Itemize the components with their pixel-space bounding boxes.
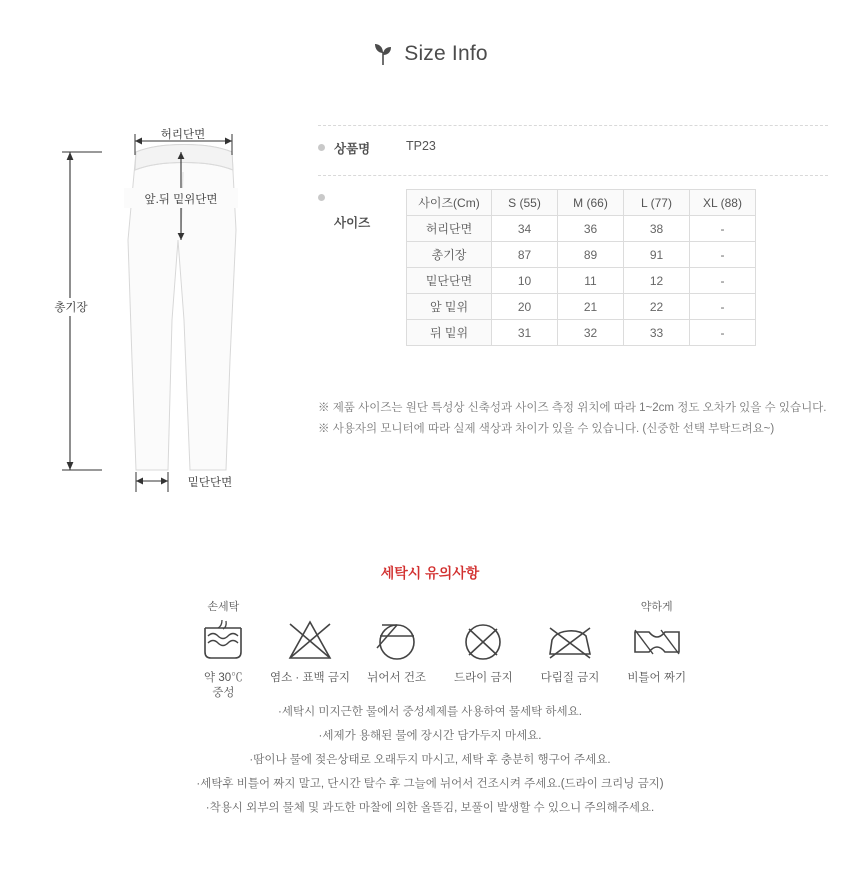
wash-item-gentle-wring bbox=[613, 600, 700, 701]
row-label: 총기장 bbox=[407, 242, 492, 268]
row-label: 뒤 밑위 bbox=[407, 320, 492, 346]
wash-care-line: ·착용시 외부의 물체 및 과도한 마찰에 의한 올뜯김, 보풀이 발생할 수 있으니 주의해주세요. bbox=[205, 802, 655, 814]
row-label: 앞 밑위 bbox=[407, 294, 492, 320]
product-name-label: 상품명 bbox=[334, 142, 371, 156]
table-row bbox=[407, 216, 756, 242]
cell: 11 bbox=[558, 268, 624, 294]
dry-flat-shade-top-note bbox=[353, 600, 440, 614]
cell: 38 bbox=[624, 216, 690, 242]
page-header bbox=[0, 42, 860, 71]
no-bleach-top-note bbox=[267, 600, 354, 614]
cell: 21 bbox=[558, 294, 624, 320]
size-diagram bbox=[40, 110, 330, 510]
wash-item-no-bleach bbox=[267, 600, 354, 701]
wash-care-line: ·세탁시 미지근한 물에서 중성세제를 사용하여 물세탁 하세요. bbox=[278, 706, 582, 718]
table-row bbox=[407, 320, 756, 346]
wash-care-instructions bbox=[0, 700, 860, 820]
hand-wash-top-note: 손세탁 bbox=[207, 601, 240, 613]
info-row-product-name bbox=[318, 125, 828, 157]
cell: 10 bbox=[492, 268, 558, 294]
cell: 12 bbox=[624, 268, 690, 294]
note-line: ※ 제품 사이즈는 원단 특성상 신축성과 사이즈 측정 위치에 따라 1~2cm 정도 오차가 있을 수 있습니다. bbox=[318, 402, 827, 414]
hand-wash-label-line1: 약 30℃ bbox=[204, 672, 243, 684]
size-notes bbox=[318, 398, 838, 440]
cell: - bbox=[690, 216, 756, 242]
leaf-sprout-icon bbox=[372, 42, 394, 66]
row-label: 밑단단면 bbox=[407, 268, 492, 294]
gentle-wring-icon bbox=[613, 614, 700, 668]
label-waist: 허리단면 bbox=[160, 129, 206, 141]
gentle-wring-top-note: 약하게 bbox=[640, 601, 673, 613]
table-col-header-xl: XL (88) bbox=[690, 190, 756, 216]
no-iron-top-note bbox=[527, 600, 614, 614]
no-dry-clean-label-line1: 드라이 금지 bbox=[453, 672, 513, 684]
size-table-wrap bbox=[406, 189, 756, 346]
wash-icons-row bbox=[180, 600, 700, 701]
size-table bbox=[406, 189, 756, 346]
wash-care-line: ·땀이나 물에 젖은상태로 오래두지 마시고, 세탁 후 충분히 행구어 주세요. bbox=[249, 754, 611, 766]
bullet-icon bbox=[318, 194, 325, 201]
row-label: 허리단면 bbox=[407, 216, 492, 242]
table-col-header-s: S (55) bbox=[492, 190, 558, 216]
page-title: Size Info bbox=[404, 42, 488, 65]
product-name-value: TP23 bbox=[406, 139, 436, 153]
cell: - bbox=[690, 320, 756, 346]
wash-care-line: ·세탁후 비틀어 짜지 말고, 단시간 탈수 후 그늘에 뉘어서 건조시켜 주세요.(드라이 크리닝 금지) bbox=[196, 778, 664, 790]
wash-item-hand-wash bbox=[180, 600, 267, 701]
header-inner bbox=[372, 42, 488, 66]
no-dry-clean-icon bbox=[440, 614, 527, 668]
table-row bbox=[407, 268, 756, 294]
cell: 34 bbox=[492, 216, 558, 242]
table-header-row bbox=[407, 190, 756, 216]
hand-wash-icon bbox=[180, 614, 267, 668]
hand-wash-label-line2: 중성 bbox=[212, 687, 235, 699]
label-total-length: 총기장 bbox=[54, 302, 88, 314]
cell: - bbox=[690, 268, 756, 294]
cell: 31 bbox=[492, 320, 558, 346]
label-front-back-rise: 앞.뒤 밑위단면 bbox=[144, 194, 218, 206]
label-hem: 밑단단면 bbox=[187, 477, 233, 489]
no-dry-clean-top-note bbox=[440, 600, 527, 614]
no-iron-icon bbox=[527, 614, 614, 668]
wash-item-no-dry-clean bbox=[440, 600, 527, 701]
table-row bbox=[407, 242, 756, 268]
no-bleach-icon bbox=[267, 614, 354, 668]
note-line: ※ 사용자의 모니터에 따라 실제 색상과 차이가 있을 수 있습니다. (신중한 선택 부탁드려요~) bbox=[318, 423, 775, 435]
no-iron-label-line1: 다림질 금지 bbox=[540, 672, 600, 684]
table-corner-header: 사이즈(Cm) bbox=[407, 190, 492, 216]
cell: 91 bbox=[624, 242, 690, 268]
cell: 36 bbox=[558, 216, 624, 242]
cell: 87 bbox=[492, 242, 558, 268]
wash-care-line: ·세제가 용해된 물에 장시간 담가두지 마세요. bbox=[318, 730, 542, 742]
bullet-icon bbox=[318, 144, 325, 151]
table-row bbox=[407, 294, 756, 320]
cell: - bbox=[690, 242, 756, 268]
size-label: 사이즈 bbox=[334, 216, 371, 230]
gentle-wring-label-line1: 비틀어 짜기 bbox=[627, 672, 687, 684]
cell: 89 bbox=[558, 242, 624, 268]
wash-item-dry-flat-shade bbox=[353, 600, 440, 701]
cell: - bbox=[690, 294, 756, 320]
table-col-header-l: L (77) bbox=[624, 190, 690, 216]
cell: 33 bbox=[624, 320, 690, 346]
dry-flat-shade-label-line1: 뉘어서 건조 bbox=[367, 672, 427, 684]
cell: 22 bbox=[624, 294, 690, 320]
dry-flat-shade-icon bbox=[353, 614, 440, 668]
info-row-size bbox=[318, 175, 828, 346]
product-info-panel bbox=[318, 125, 828, 350]
cell: 20 bbox=[492, 294, 558, 320]
wash-item-no-iron bbox=[527, 600, 614, 701]
cell: 32 bbox=[558, 320, 624, 346]
wash-care-title: 세탁시 유의사항 bbox=[380, 565, 480, 581]
table-col-header-m: M (66) bbox=[558, 190, 624, 216]
no-bleach-label-line1: 염소 · 표백 금지 bbox=[269, 672, 351, 684]
